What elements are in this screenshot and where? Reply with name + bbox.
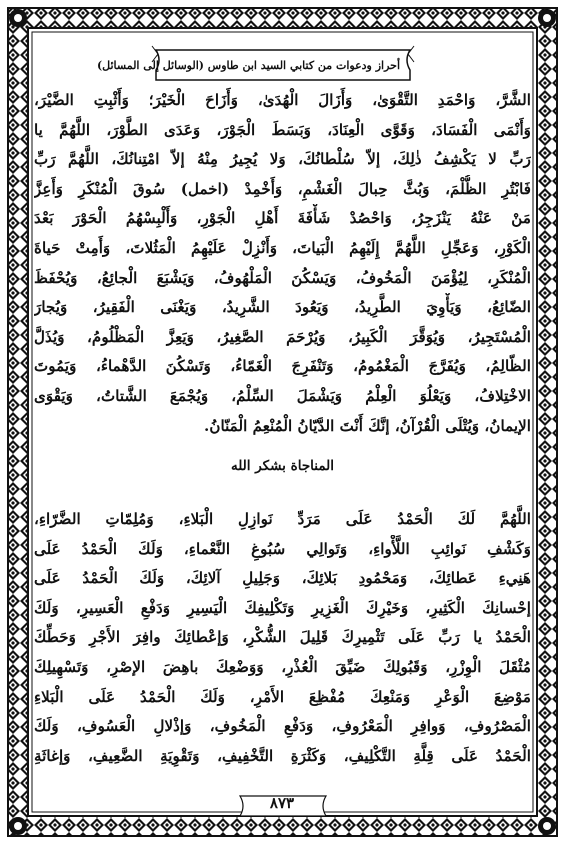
text-line: وَأَنْمَى الْفَسَادَ، وَقَوَّى الْعِنَادَ، وَبَسَطَ الْجَوْرَ، وَعَدَى الطَّوْرَ، اللَّهُمَّ يا <box>34 120 531 139</box>
prayer-text-block <box>34 86 531 441</box>
text-line: مَنْ عَنْهُ يَنْزَجِرُ، وَاحْصُدْ شَأْفَةَ أَهْلِ الْجَوْرِ، وَأَلْبِسْهُمُ الْحَوْرَ بَعْدَ <box>34 209 531 228</box>
text-line: الْمَصْرُوفِ، وَوافِرِ الْمَعْرُوفِ، وَدَفْعِ الْمَخُوفِ، وَإذْلالِ الْعَسُوفِ، وَلَكَ <box>34 717 531 736</box>
text-line: الْمُسْتَجِيرُ، وَيُوَقَّرَ الْكَبِيرُ، وَيُرْحَمَ الصَّغِيرُ، وَيَعِزَّ الْمَظْلُومُ، وَيُذَلَّ <box>34 327 531 346</box>
text-line: الْحَمْدُ يا رَبِّ عَلَى تَثْمِيرِكَ قَلِيلَ الشُّكْرِ، وَإعْطائِكَ وافِرَ الأَجْرِ وَحَطِّكَ <box>34 628 531 647</box>
text-line: الاخْتِلافُ، وَيَعْلُوَ الْعِلْمُ وَيَشْمَلَ السِّلْمُ، وَيُجْمَعَ الشَّتاتُ، وَيَقْوَى <box>34 386 531 405</box>
running-header: أحراز ودعوات من كتابي السيد ابن طاوس (الوسائل إلى المسائل) <box>96 59 400 72</box>
text-line: الْمُنْكَرِ، لِيُؤْمَنَ الْمَخُوفُ، وَيَسْكُنَ الْمَلْهُوفُ، وَيَشْبَعَ الْجائِعُ، وَيُحْفَظَ <box>34 268 531 287</box>
text-line: الشَّرَّ، وَاحْمَدِ التَّقْوَىٰ، وَأَزَالَ الْهُدَىٰ، وَأَزَاحَ الْخَيْرَ؛ وَأَثْبِتِ الضَّيْرَ، <box>34 91 531 109</box>
section-heading: المناجاة بشكر الله <box>230 458 335 474</box>
text-line: مَوْضِعَ الْوَعْرِ وَمَنْعِكَ مُفْظِعَ الأَمْرِ، وَلَكَ الْحَمْدُ عَلَى الْبَلاءِ <box>34 687 531 706</box>
munajat-text-block <box>34 505 531 771</box>
text-line: رَبِّ لا يَكْشِفُ ذٰلِكَ، إلاّ سُلْطانُكَ، وَلا يُجِيرُ مِنْهُ إلاّ امْتِنانُكَ، اللَّهُمَّ رَبِّ <box>34 150 531 169</box>
text-line: مُثْقَلَ الْوِزْرِ، وَقَبُولِكَ ضَيِّقَ الْعُذْرِ، وَوَضْعِكَ باهِضَ الإصْرِ، وَتَسْهِيلِكَ <box>34 657 531 676</box>
text-line: الظّالِمُ، وَيُفَرَّجَ الْمَغْمُومُ، وَتَنْفَرِجَ الْغَمّاءُ، وَتَسْكُنَ الدَّهْماءُ، وَيَمُوتَ <box>34 357 531 376</box>
text-line: الضّائِعُ، وَيَأْوِيَ الطَّرِيدُ، وَيَعُودَ الشَّرِيدُ، وَيَغْنَى الْفَقِيرُ، وَيُجارَ <box>34 298 531 317</box>
page-number: ٨٧٣ <box>269 794 295 812</box>
text-line: الإيمانُ، وَيُتْلَى الْقُرْآنُ، إنَّكَ أَنْتَ الدَّيّانُ الْمُنْعِمُ الْمَنّانُ. <box>204 416 531 435</box>
text-line: وَكَشْفِ نَوائِبِ اللَّأْواءِ، وَتَوالِي سُبُوغِ النَّعْماءِ، وَلَكَ الْحَمْدُ عَلَى <box>34 539 531 558</box>
text-line: اللَّهُمَّ لَكَ الْحَمْدُ عَلَى مَرَدِّ نَوازِلِ الْبَلاءِ، وَمُلِمّاتِ الضَّرّاءِ، <box>34 510 531 528</box>
text-line: الْكَوْرِ، وَعَجِّلِ اللَّهُمَّ إِلَيْهِمُ الْبَياتَ، وَأَنْزِلْ عَلَيْهِمُ الْمَثُلاتَ، وَأَمِتْ حَياةَ <box>34 238 531 257</box>
text-line: إحْسانِكَ الْكَثِيرِ، وَخَيْرِكَ الْغَزِيرِ وَتَكْلِيفِكَ الْيَسِيرِ وَدَفْعِ الْعَسِيرِ، وَلَكَ <box>34 598 531 617</box>
text-line: الْحَمْدُ عَلَى قِلَّةِ التَّكْلِيفِ، وَكَثْرَةِ التَّخْفِيفِ، وَتَقْوِيَةِ الضَّعِيفِ، وَإغاثَةِ <box>34 746 531 765</box>
text-line: فَابْتُرِ الظُّلْمَ، وَبُثَّ حِبالَ الْغَشْمِ، وَأَخْمِدْ (اخمل) سُوقَ الْمُنْكَرِ وَأَعِزَّ <box>34 179 531 198</box>
text-line: هَنِيءِ عَطائِكَ، وَمَحْمُودِ بَلائِكَ، وَجَلِيلِ آلائِكَ، وَلَكَ الْحَمْدُ عَلَى <box>34 569 531 588</box>
